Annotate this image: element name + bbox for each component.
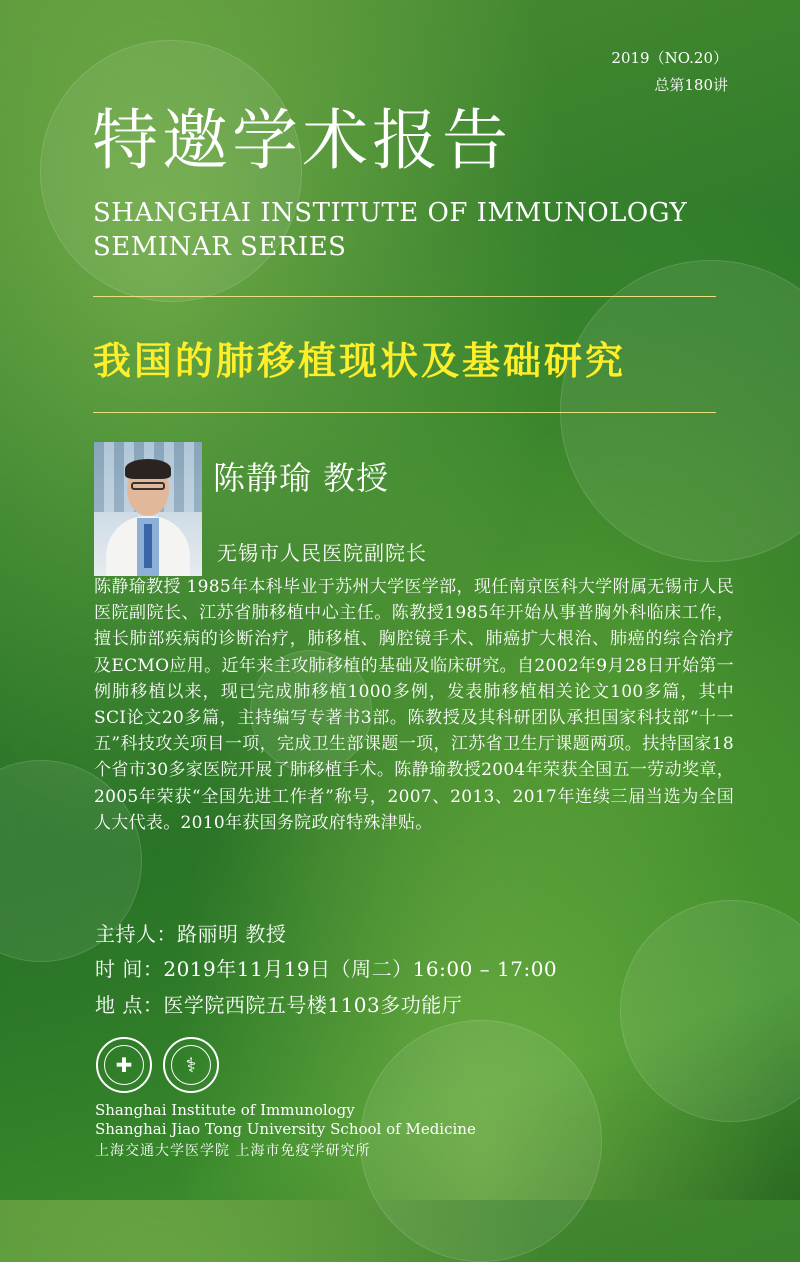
speaker-position: 无锡市人民医院副院长 bbox=[217, 541, 427, 565]
time-info: 时 间：2019年11月19日（周二）16:00 – 17:00 bbox=[95, 957, 558, 981]
school-name-en: Shanghai Jiao Tong University School of Medicine bbox=[95, 1120, 476, 1138]
lecture-count: 总第180讲 bbox=[654, 76, 728, 94]
university-seal-logo: ✚ bbox=[96, 1037, 152, 1093]
seminar-topic: 我国的肺移植现状及基础研究 bbox=[93, 338, 627, 383]
location-info: 地 点：医学院西院五号楼1103多功能厅 bbox=[95, 993, 463, 1017]
poster-title: 特邀学术报告 bbox=[92, 102, 512, 179]
institutes-name-cn: 上海交通大学医学院 上海市免疫学研究所 bbox=[95, 1143, 371, 1159]
divider-bottom bbox=[93, 412, 716, 413]
institute-seal-logo: ⚕ bbox=[163, 1037, 219, 1093]
poster-subtitle bbox=[93, 196, 687, 264]
speaker-name: 陈静瑜 教授 bbox=[213, 459, 390, 497]
speaker-bio: 陈静瑜教授 1985年本科毕业于苏州大学医学部，现任南京医科大学附属无锡市人民医院副院长、江苏省肺移植中心主任。陈教授1985年开始从事普胸外科临床工作，擅长肺部疾病的诊断治疗，肺移植、胸腔镜手术、肺癌扩大根治、肺癌的综合治疗及ECMO应用。近年来主攻肺移植的基础及临床研究。自2002年9月28日开始第一例肺移植以来，现已完成肺移植1000多例，发表肺移植相关论文100多篇，其中SCI论文20多篇，主持编写专著书3部。陈教授及其科研团队承担国家科技部“十一五”科技攻关项目一项，完成卫生部课题一项，江苏省卫生厅课题两项。扶持国家18个省市30多家医院开展了肺移植手术。陈静瑜教授2004年荣获全国五一劳动奖章，2005年荣获“全国先进工作者”称号，2007、2013、2017年连续三届当选为全国人大代表。2010年获国务院政府特殊津贴。 bbox=[94, 577, 734, 833]
subtitle-line-2: SEMINAR SERIES bbox=[93, 232, 347, 262]
speaker-photo bbox=[94, 442, 202, 576]
institute-name-en: Shanghai Institute of Immunology bbox=[95, 1101, 355, 1119]
series-number: 2019（NO.20） bbox=[611, 49, 728, 67]
divider-top bbox=[93, 296, 716, 297]
subtitle-line-1: SHANGHAI INSTITUTE OF IMMUNOLOGY bbox=[93, 198, 688, 228]
host-info: 主持人：路丽明 教授 bbox=[95, 922, 287, 946]
